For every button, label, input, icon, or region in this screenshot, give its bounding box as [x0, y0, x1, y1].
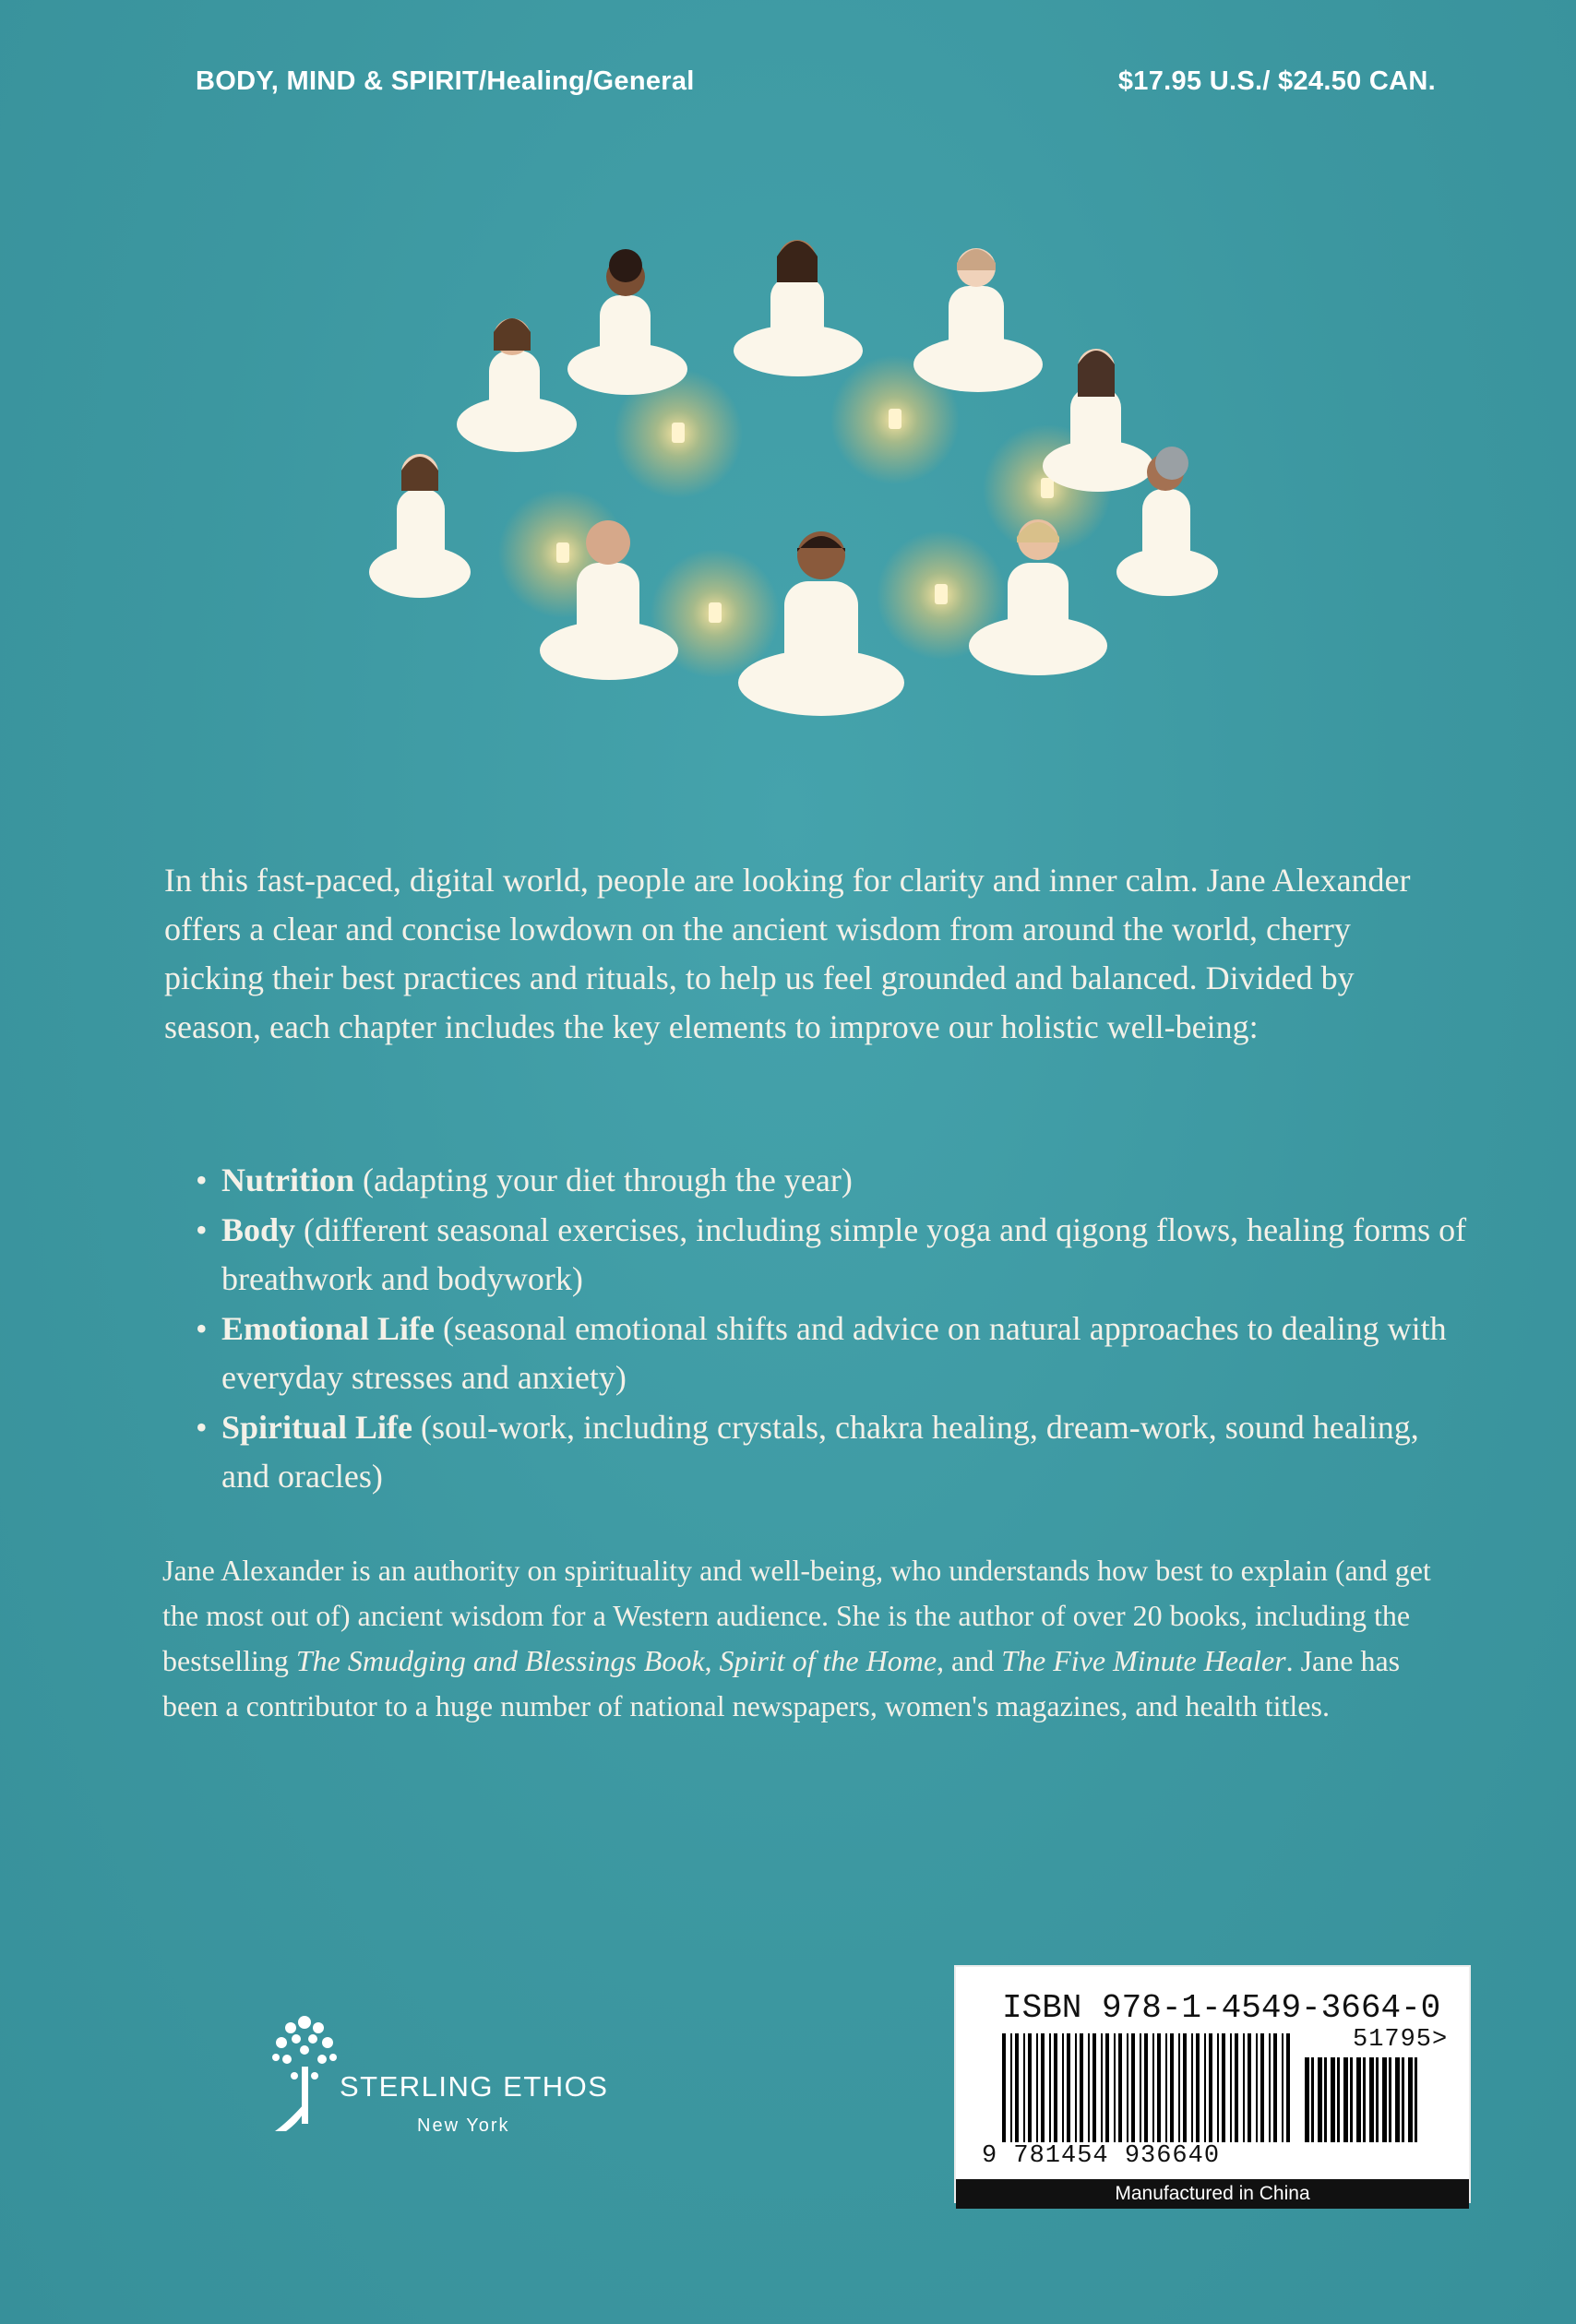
list-item	[196, 1403, 1469, 1501]
list-item	[196, 1305, 1469, 1402]
list-item-term: Body	[221, 1211, 296, 1248]
book-title-3: The Five Minute Healer	[1001, 1644, 1286, 1677]
list-item-term: Emotional Life	[221, 1310, 435, 1347]
list-item-desc: (adapting your diet through the year)	[354, 1162, 853, 1198]
list-item-desc: (seasonal emotional shifts and advice on natural approaches to dealing with everyday stresses and anxiety)	[221, 1310, 1447, 1396]
list-item-term: Nutrition	[221, 1162, 354, 1198]
publisher-city: New York	[417, 2115, 510, 2136]
manufactured-label: Manufactured in China	[956, 2179, 1469, 2209]
book-title-2: Spirit of the Home	[719, 1644, 937, 1677]
meditation-circle-illustration	[351, 212, 1292, 766]
author-bio	[162, 1548, 1454, 1729]
bio-text-2: . Jane has been a contributor to a huge number of national newspapers, women's magazines, and health titles.	[162, 1644, 1401, 1722]
publisher-name: STERLING ETHOS	[340, 2070, 609, 2103]
list-item	[196, 1156, 1469, 1205]
category-label: BODY, MIND & SPIRIT/Healing/General	[196, 66, 695, 96]
addon-barcode	[1305, 2057, 1425, 2142]
intro-paragraph: In this fast-paced, digital world, people are looking for clarity and inner calm. Jane Alexander offers a clear and concise lowdown on the ancient wisdom from around the world, cherry picking their best practices and rituals, to help us feel grounded and balanced. Divided by season, each chapter includes the key elements to improve our holistic well-being:	[164, 862, 1411, 1045]
seated-figures	[369, 240, 1218, 716]
ean-digits: 9 781454 936640	[982, 2142, 1221, 2170]
list-item-term: Spiritual Life	[221, 1409, 413, 1446]
price-label: $17.95 U.S./ $24.50 CAN.	[1117, 66, 1436, 96]
bio-sep-1: ,	[704, 1644, 720, 1677]
bio-text-1: Jane Alexander is an authority on spirituality and well-being, who understands how best to explain (and get the most out of) ancient wisdom for a Western audience. She is the author of over 20 books, including the bestselling	[162, 1554, 1431, 1677]
isbn-number: ISBN 978-1-4549-3664-0	[1002, 1989, 1441, 2027]
list-item	[196, 1206, 1469, 1304]
barcode-panel	[956, 1967, 1469, 2201]
ean-barcode	[1002, 2033, 1297, 2142]
list-item-desc: (different seasonal exercises, including simple yoga and qigong flows, healing forms of breathwork and bodywork)	[221, 1211, 1467, 1297]
list-item-desc: (soul-work, including crystals, chakra healing, dream-work, sound healing, and oracles)	[221, 1409, 1419, 1495]
feature-list	[196, 1156, 1469, 1502]
price-code: 51795>	[1353, 2026, 1449, 2054]
bio-sep-2: , and	[937, 1644, 1002, 1677]
book-title-1: The Smudging and Blessings Book	[295, 1644, 705, 1677]
